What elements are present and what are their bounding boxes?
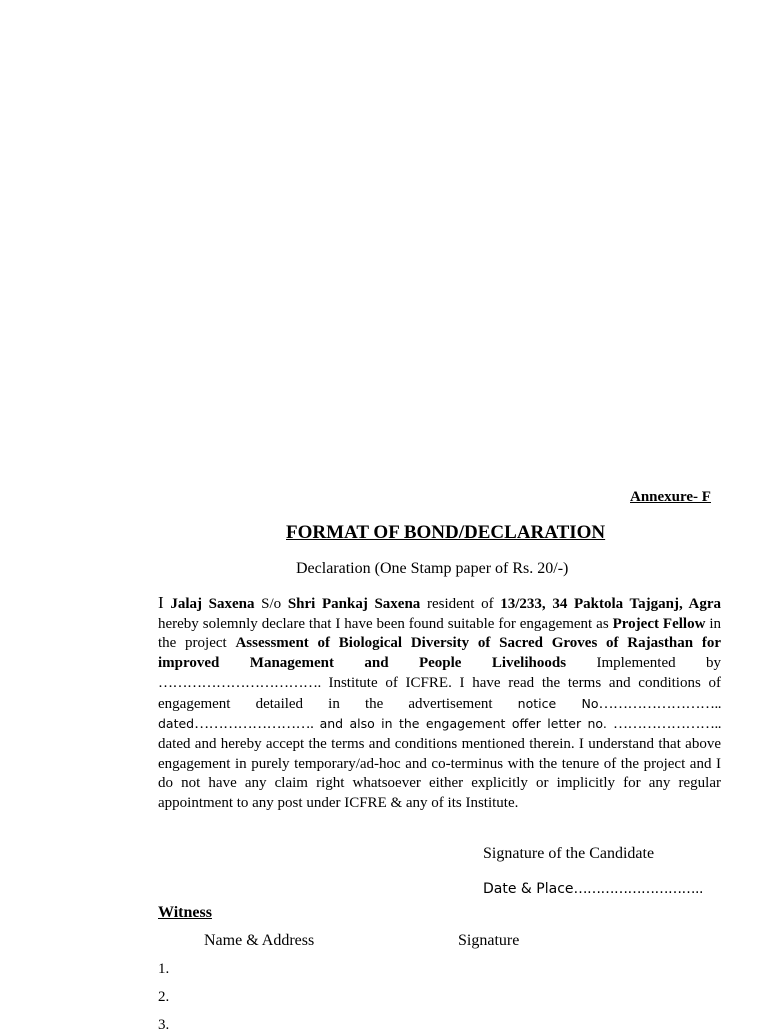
declaration-text-3: Implemented by <box>596 655 722 672</box>
notice-no-label: notice No <box>517 695 599 711</box>
dated-blank: ……………………. <box>194 716 314 733</box>
candidate-signature-label: Signature of the Candidate <box>483 845 655 862</box>
offer-letter-text: and also in the engagement offer letter no. <box>319 716 607 732</box>
declaration-text-1: hereby solemnly declare that I have been found suitable for engagement as <box>158 615 609 632</box>
name-address-column: Name & Address <box>204 932 315 949</box>
witness-heading: Witness <box>158 904 212 921</box>
so-text: S/o <box>261 596 282 612</box>
father-name: Shri Pankaj Saxena <box>287 596 421 612</box>
page-title: FORMAT OF BOND/DECLARATION <box>286 522 606 543</box>
declaration-text-5: dated and hereby accept the terms and conditions mentioned therein. I understand that above engagement in purely temporary/ad-hoc and co-terminus with the tenure of the project and I do not have any claim right whatsoever either explicitly or implicitly for any regular appointment to any post under ICFRE & any of its Institute. <box>158 735 721 812</box>
notice-no-blank: …………………….. <box>598 695 721 712</box>
pronoun-i: I <box>158 593 164 612</box>
witness-number: 2. <box>158 989 170 1005</box>
date-place-label: Date & Place <box>483 881 574 897</box>
position-name: Project Fellow <box>612 615 706 632</box>
resident-text: resident of <box>426 596 494 612</box>
declaration-subtitle: Declaration (One Stamp paper of Rs. 20/-) <box>296 560 569 577</box>
offer-letter-blank: ………………….. <box>613 716 722 733</box>
date-place-blank: ……………………….. <box>573 881 703 897</box>
signature-column: Signature <box>458 932 520 949</box>
annexure-label: Annexure- F <box>630 489 711 505</box>
declaration-text-2: in the project <box>158 615 722 652</box>
project-name: Assessment of Biological Diversity of Sacred Groves of Rajasthan for improved Management and People Livelihoods <box>158 635 722 672</box>
witness-number: 3. <box>158 1017 170 1033</box>
candidate-name: Jalaj Saxena <box>170 596 255 612</box>
candidate-address: 13/233, 34 Paktola Tajganj, Agra <box>500 596 722 612</box>
dated-label: dated <box>158 716 195 732</box>
institute-blank: ……………………………. <box>158 674 321 691</box>
witness-number: 1. <box>158 961 170 977</box>
declaration-paragraph <box>158 593 721 814</box>
declaration-text-4: Institute of ICFRE. I have read the terms and conditions of engagement detailed in the advertisement <box>158 674 721 712</box>
date-place-line <box>483 881 703 897</box>
